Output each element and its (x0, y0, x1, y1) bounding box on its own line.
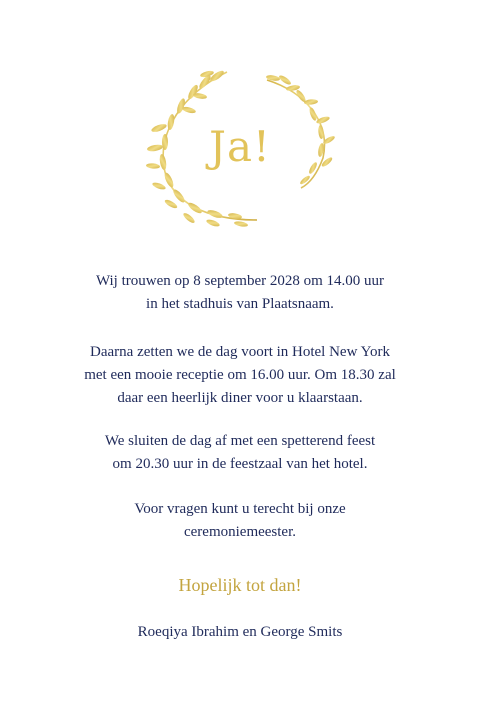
text-line: daar een heerlijk diner voor u klaarstaan. (117, 390, 363, 406)
text-line: Voor vragen kunt u terecht bij onze (134, 501, 346, 517)
text-line: om 20.30 uur in de feestzaal van het hotel. (112, 456, 368, 472)
text-line: ceremoniemeester. (183, 524, 297, 540)
text-line: Daarna zetten we de dag voort in Hotel New York (90, 344, 390, 360)
couple-names: Roeqiya Ibrahim en George Smits (137, 624, 343, 640)
text-line: Wij trouwen op 8 september 2028 om 14.00 uur (95, 273, 385, 289)
paragraph-reception (40, 341, 440, 410)
monogram: Ja! (209, 122, 271, 171)
paragraph-questions (40, 498, 440, 544)
text-line: in het stadhuis van Plaatsnaam. (146, 296, 334, 312)
paragraph-ceremony (40, 270, 440, 316)
closing-line: Hopelijk tot dan! (178, 575, 302, 595)
text-line: We sluiten de dag af met een spetterend feest (104, 433, 376, 449)
paragraph-party (40, 430, 440, 476)
text-line: met een mooie receptie om 16.00 uur. Om 18.30 zal (84, 367, 396, 383)
